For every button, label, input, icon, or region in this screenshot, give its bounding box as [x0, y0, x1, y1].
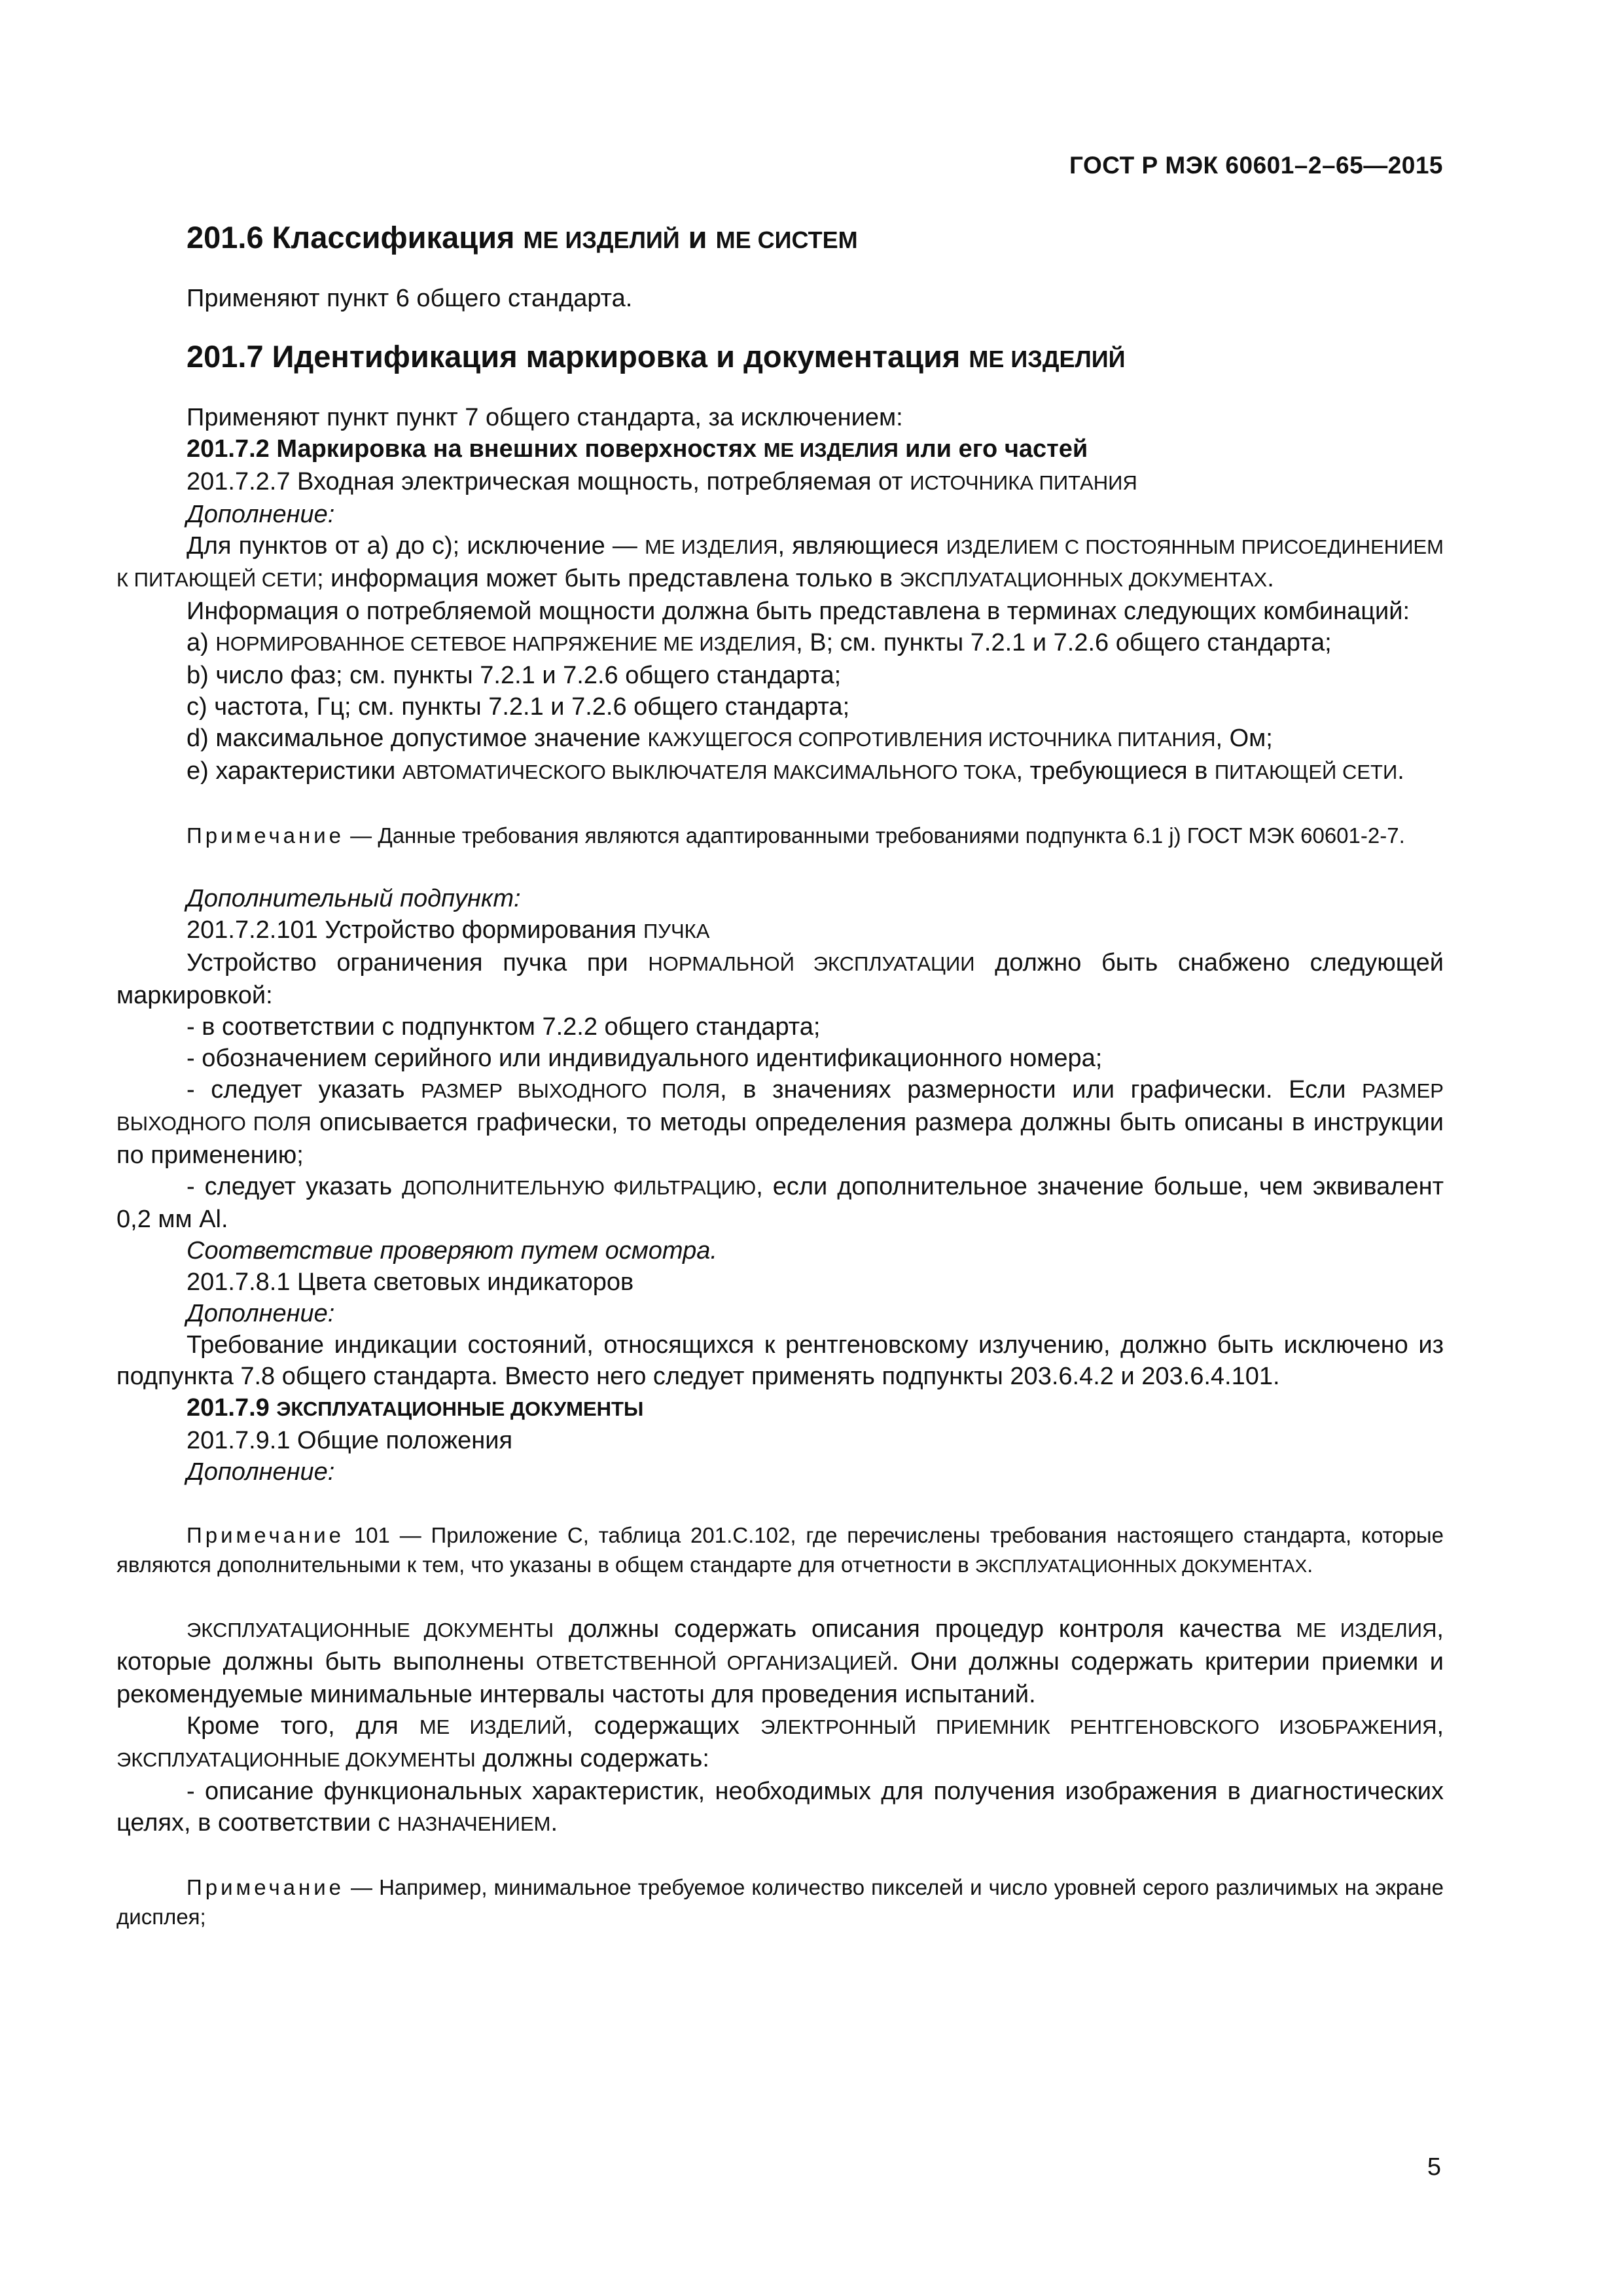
heading-text: ПУЧКА	[643, 920, 710, 942]
note	[116, 821, 1444, 850]
note-text: .	[1307, 1552, 1313, 1577]
list-item: с) частота, Гц; см. пункты 7.2.1 и 7.2.6 общего стандарта;	[187, 693, 850, 721]
paragraph: Требование индикации состояний, относящихся к рентгеновскому излучению, должно быть исключено из подпункта 7.8 общего стандарта. Вместо него следует применять подпункты 203.6.4.2 и 203.6.4.101.	[116, 1331, 1444, 1390]
text: ; информация может быть представлена только в	[317, 565, 900, 592]
subsection-heading: 201.7.8.1 Цвета световых индикаторов	[187, 1268, 634, 1296]
text: , в значениях размерности или графически. Если	[720, 1076, 1363, 1103]
text: ДОПОЛНИТЕЛЬНУЮ ФИЛЬТРАЦИЮ	[402, 1176, 757, 1199]
note-text: ЭКСПЛУАТАЦИОННЫХ ДОКУМЕНТАХ	[974, 1556, 1308, 1576]
note-label: Примечание	[187, 1875, 345, 1899]
note-label: Примечание	[187, 823, 345, 848]
subsection-heading	[116, 1392, 1444, 1425]
list-item: - обозначением серийного или индивидуального идентификационного номера;	[187, 1045, 1103, 1072]
text: , если дополнительное значение больше, чем эквивалент 0,2 мм Al.	[116, 1173, 1444, 1233]
text: .	[550, 1809, 558, 1837]
list-item	[116, 1074, 1444, 1171]
list-item	[116, 1776, 1444, 1840]
section-title-201-6	[116, 211, 1444, 267]
document-header-code: ГОСТ Р МЭК 60601–2–65—2015	[1069, 152, 1443, 179]
text: Для пунктов от а) до с); исключение —	[187, 532, 645, 560]
title-text: МЕ ИЗДЕЛИЙ	[523, 226, 680, 253]
text: ЭЛЕКТРОННЫЙ ПРИЕМНИК РЕНТГЕНОВСКОГО ИЗОБРАЖЕНИЯ	[760, 1715, 1437, 1738]
heading-text: МЕ ИЗДЕЛИЯ	[763, 439, 899, 461]
subsection-heading	[116, 466, 1444, 499]
text: , В; см. пункты 7.2.1 и 7.2.6 общего стандарта;	[796, 629, 1332, 656]
text: ,	[1436, 1712, 1444, 1740]
page-number: 5	[1427, 2153, 1441, 2181]
text: НОРМИРОВАННОЕ СЕТЕВОЕ НАПРЯЖЕНИЕ МЕ ИЗДЕЛИЯ	[215, 632, 796, 655]
text: Кроме того, для	[187, 1712, 419, 1740]
note-text: 101 — Приложение С, таблица 201.С.102, где перечислены требования настоящего стандарта, которые являются дополнительными к тем, что указаны в общем стандарте для отчетности в	[116, 1523, 1444, 1577]
addition-label: Дополнение:	[187, 1300, 335, 1327]
text: КАЖУЩЕГОСЯ СОПРОТИВЛЕНИЯ ИСТОЧНИКА ПИТАНИЯ	[647, 728, 1216, 751]
heading-text: 201.7.2 Маркировка на внешних поверхностях	[187, 435, 764, 463]
text: ОТВЕТСТВЕННОЙ ОРГАНИЗАЦИЕЙ	[535, 1651, 892, 1674]
text: ПИТАЮЩЕЙ СЕТИ	[1214, 761, 1398, 783]
heading-text: ИСТОЧНИКА ПИТАНИЯ	[910, 471, 1137, 494]
paragraph	[116, 1710, 1444, 1776]
text: а)	[187, 629, 216, 656]
text: . Они должны содержать критерии приемки и рекомендуемые минимальные интервалы частоты для проведения испытаний.	[116, 1648, 1444, 1708]
text: , которые должны быть выполнены	[116, 1615, 1444, 1676]
text: - следует указать	[187, 1076, 421, 1103]
text: .	[1267, 565, 1274, 592]
text: должно быть снабжено следующей маркировкой:	[116, 949, 1444, 1009]
text: - описание функциональных характеристик, необходимых для получения изображения в диагностических целях, в соответствии с	[116, 1778, 1444, 1837]
heading-text: 201.7.2.7 Входная электрическая мощность, потребляемая от	[187, 468, 910, 495]
paragraph	[116, 1613, 1444, 1710]
text: , являющиеся	[777, 532, 946, 560]
title-text: 201.7 Идентификация маркировка и документация	[187, 339, 969, 374]
text: .	[1397, 757, 1404, 785]
text: , требующиеся в	[1016, 757, 1215, 785]
text: ЭКСПЛУАТАЦИОННЫЕ ДОКУМЕНТЫ	[116, 1748, 476, 1771]
compliance-statement: Соответствие проверяют путем осмотра.	[187, 1237, 717, 1265]
note	[116, 1873, 1444, 1931]
text: , содержащих	[566, 1712, 761, 1740]
text: МЕ ИЗДЕЛИЯ	[645, 535, 778, 558]
list-item	[116, 1171, 1444, 1235]
note-text: — Данные требования являются адаптированными требованиями подпункта 6.1 j) ГОСТ МЭК 60601-2-7.	[344, 823, 1405, 848]
text: Устройство ограничения пучка при	[187, 949, 649, 977]
addition-label: Дополнительный подпункт:	[187, 885, 521, 912]
text: ЭКСПЛУАТАЦИОННЫЕ ДОКУМЕНТЫ	[187, 1619, 554, 1641]
list-item	[116, 723, 1444, 755]
text: ЭКСПЛУАТАЦИОННЫХ ДОКУМЕНТАХ	[899, 568, 1268, 591]
title-text: 201.6 Классификация	[187, 220, 524, 255]
text: должны содержать описания процедур контроля качества	[554, 1615, 1296, 1643]
list-item	[116, 755, 1444, 788]
text: d) максимальное допустимое значение	[187, 725, 648, 752]
subsection-heading	[116, 914, 1444, 947]
subsection-heading: 201.7.9.1 Общие положения	[187, 1427, 513, 1454]
list-item: b) число фаз; см. пункты 7.2.1 и 7.2.6 общего стандарта;	[187, 662, 842, 689]
paragraph	[116, 947, 1444, 1011]
text: АВТОМАТИЧЕСКОГО ВЫКЛЮЧАТЕЛЯ МАКСИМАЛЬНОГО ТОКА	[402, 761, 1016, 783]
heading-text: 201.7.2.101 Устройство формирования	[187, 916, 644, 944]
text: - следует указать	[187, 1173, 402, 1200]
list-item: - в соответствии с подпунктом 7.2.2 общего стандарта;	[187, 1013, 821, 1041]
paragraph: Применяют пункт 6 общего стандарта.	[187, 285, 633, 312]
paragraph: Информация о потребляемой мощности должна быть представлена в терминах следующих комбинаций:	[187, 598, 1410, 625]
note	[116, 1520, 1444, 1581]
text: НАЗНАЧЕНИЕМ	[397, 1812, 551, 1835]
text: МЕ ИЗДЕЛИЙ	[419, 1715, 567, 1738]
subsection-heading	[116, 433, 1444, 466]
text: РАЗМЕР ВЫХОДНОГО ПОЛЯ	[116, 1079, 1444, 1135]
text: описывается графически, то методы определения размера должны быть описаны в инструкции по применению;	[116, 1109, 1444, 1169]
text: ИЗДЕЛИЕМ С ПОСТОЯННЫМ ПРИСОЕДИНЕНИЕМ К ПИТАЮЩЕЙ СЕТИ	[116, 535, 1444, 591]
title-text: МЕ СИСТЕМ	[715, 226, 858, 253]
page-content	[116, 211, 1444, 1931]
heading-text: или его частей	[898, 435, 1088, 463]
heading-text: ЭКСПЛУАТАЦИОННЫЕ ДОКУМЕНТЫ	[276, 1397, 644, 1420]
note-text: — Например, минимальное требуемое количество пикселей и число уровней серого различимых на экране дисплея;	[116, 1875, 1444, 1929]
text: е) характеристики	[187, 757, 402, 785]
title-text: МЕ ИЗДЕЛИЙ	[969, 346, 1126, 372]
list-item	[116, 627, 1444, 660]
text: НОРМАЛЬНОЙ ЭКСПЛУАТАЦИИ	[648, 952, 975, 975]
heading-text: 201.7.9	[187, 1394, 277, 1422]
text: , Ом;	[1215, 725, 1273, 752]
text: РАЗМЕР ВЫХОДНОГО ПОЛЯ	[421, 1079, 721, 1102]
addition-label: Дополнение:	[187, 501, 335, 528]
text: должны содержать:	[475, 1745, 709, 1772]
text: МЕ ИЗДЕЛИЯ	[1296, 1619, 1437, 1641]
addition-label: Дополнение:	[187, 1458, 335, 1486]
paragraph	[116, 530, 1444, 596]
section-title-201-7	[116, 330, 1444, 386]
title-text: и	[679, 220, 716, 255]
note-label: Примечание	[187, 1523, 345, 1547]
paragraph: Применяют пункт пункт 7 общего стандарта, за исключением:	[187, 404, 903, 431]
